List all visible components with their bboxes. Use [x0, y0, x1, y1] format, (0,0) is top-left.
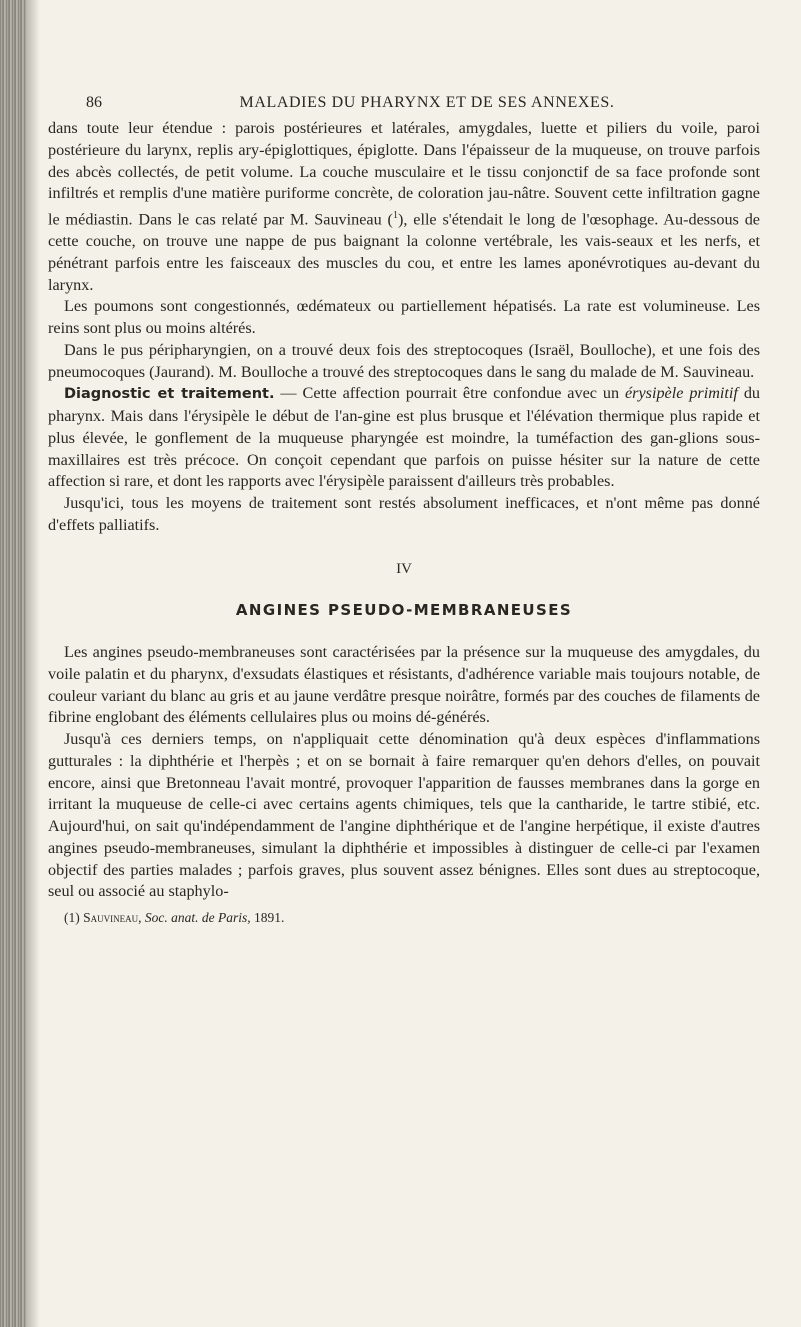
paragraph-5: Jusqu'ici, tous les moyens de traitement sont restés absolument inefficaces, et n'ont même pas donné d'effets palliatifs.	[48, 494, 760, 534]
gutter-shadow	[26, 0, 40, 1327]
section-numeral: IV	[396, 560, 412, 577]
paragraph-2: Les poumons sont congestionnés, œdémateux ou partiellement hépatisés. La rate est volumineuse. Les reins sont plus ou moins altérés.	[48, 297, 760, 338]
page-header	[52, 94, 762, 116]
paragraph-7: Jusqu'à ces derniers temps, on n'appliquait cette dénomination qu'à deux espèces d'inflammations gutturales : la diphthérie et l'herpès ; et on se bornait à faire remarquer qu'en dehors d'elles, on pouvait encore, ainsi que Bretonneau l'avait montré, provoquer l'apparition de fausses membranes dans la gorge en irritant la muqueuse de celle-ci avec certains agents chimiques, tels que la cantharide, le tartre stibié, etc. Aujourd'hui, on sait qu'indépendamment de l'angine diphthérique et de l'angine herpétique, il existe d'autres angines pseudo-membraneuses, simulant la diphthérie et impossibles à distinguer de celle-ci par l'examen objectif des parties malades ; parfois graves, plus souvent assez bénignes. Elles sont dues au streptocoque, seul ou associé au staphylo-	[48, 730, 760, 901]
book-binding-edge	[0, 0, 26, 1327]
section-title: ANGINES PSEUDO-MEMBRANEUSES	[235, 601, 573, 620]
paragraph-3: Dans le pus péripharyngien, on a trouvé deux fois des streptocoques (Israël, Boulloche), et une fois des pneumocoques (Jaurand). M. Boulloche a trouvé des streptocoques dans le sang du malade de M. Sauvineau.	[48, 340, 760, 381]
paragraph-6: Les angines pseudo-membraneuses sont caractérisées par la présence sur la muqueuse des amygdales, du voile palatin et du pharynx, d'exsudats élastiques et résistants, d'adhérence variable mais toujours notable, de couleur variant du blanc au gris et au jaune verdâtre presque noirâtre, formés par des couches de filaments de fibrine englobant des éléments cellulaires plus ou moins dé-générés.	[48, 643, 760, 727]
footnote: (1) Sauvineau, Soc. anat. de Paris, 1891.	[64, 910, 285, 926]
paragraph-4: Diagnostic et traitement. — Cette affection pourrait être confondue avec un érysipèle primitif du pharynx. Mais dans l'érysipèle le début de l'an-gine est plus brusque et l'élévation thermique plus rapide et plus élevée, le gonflement de la muqueuse pharyngée est moindre, la tuméfaction des gan-glions sous-maxillaires est très précoce. On conçoit cependant que parfois on puisse hésiter sur la nature de cette affection si rare, et dont les rapports avec l'érysipèle paraissent d'ailleurs très probables.	[48, 384, 761, 491]
diagnostic-heading: Diagnostic et traitement.	[64, 386, 275, 403]
italic-term: érysipèle primitif	[624, 384, 738, 403]
running-title: MALADIES DU PHARYNX ET DE SES ANNEXES.	[239, 94, 615, 111]
page-number: 86	[86, 94, 102, 111]
paragraph-1: dans toute leur étendue : parois postérieures et latérales, amygdales, luette et piliers du voile, paroi postérieure du larynx, replis ary-épiglottiques, épiglotte. Dans l'épaisseur de la muqueuse, on trouve parfois des abcès collectés, de petit volume. La couche musculaire et le tissu conjonctif de sa face profonde sont infiltrés et remplis d'une matière puriforme concrète, de coloration jau-nâtre. Souvent cette infiltration gagne le médiastin. Dans le cas relaté par M. Sauvineau ($^1$), elle s'étendait le long de l'œsophage. Au-dessous de cette couche, on trouve une nappe de pus baignant la colonne vertébrale, les vais-seaux et les nerfs, et pénétrant parfois entre les faisceaux des muscles du cou, et entre les lames aponévrotiques au-devant du larynx.	[48, 119, 760, 294]
page-body	[48, 118, 760, 929]
footnote-ref: 1	[392, 210, 398, 221]
